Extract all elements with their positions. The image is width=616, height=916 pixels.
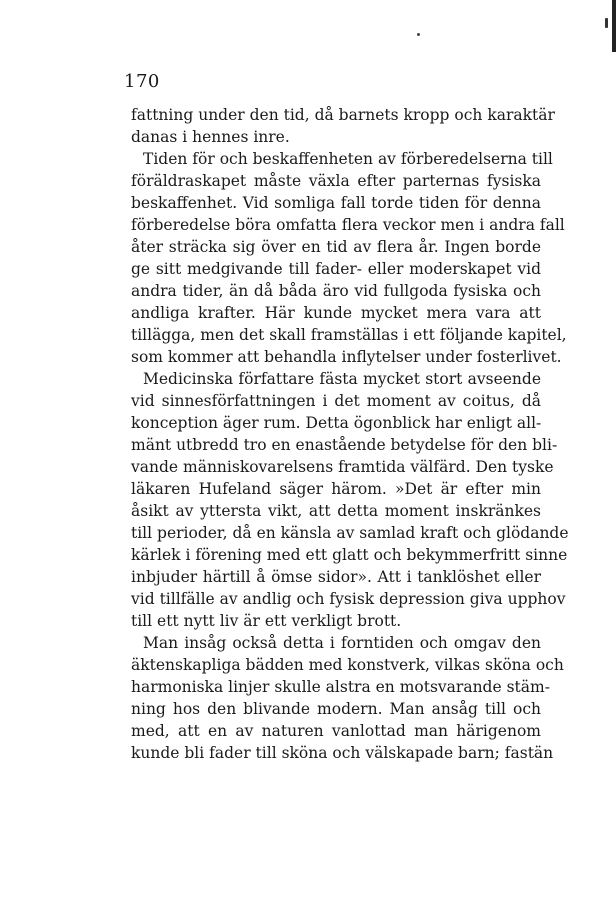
text-line: tillägga, men det skall framställas i ett följande kapitel,	[131, 326, 567, 344]
page-edge-mark	[612, 0, 616, 52]
text-line: vid sinnesförfattningen i det moment av coitus, då	[131, 392, 541, 410]
text-line: som kommer att behandla inflytelser under fosterlivet.	[131, 348, 562, 366]
text-line: till perioder, då en känsla av samlad kraft och glödande	[131, 524, 569, 542]
body-text	[131, 104, 569, 764]
text-line: vande människovarelsens framtida välfärd. Den tyske	[131, 458, 554, 476]
text-line: vid tillfälle av andlig och fysisk depression giva upphov	[131, 590, 566, 608]
text-line: fattning under den tid, då barnets kropp och karaktär	[131, 106, 555, 124]
text-line: med, att en av naturen vanlottad man härigenom	[131, 722, 541, 740]
text-line: Tiden för och beskaffenheten av förberedelserna till	[143, 150, 553, 168]
text-line: ning hos den blivande modern. Man ansåg till och	[131, 700, 541, 718]
text-line: danas i hennes inre.	[131, 128, 290, 146]
text-line: läkaren Hufeland säger härom. »Det är efter min	[131, 480, 541, 498]
text-line: mänt utbredd tro en enastående betydelse för den bli-	[131, 436, 558, 454]
text-line: ge sitt medgivande till fader- eller moderskapet vid	[131, 260, 541, 278]
text-line: äktenskapliga bädden med konstverk, vilkas sköna och	[131, 656, 564, 674]
text-line: Medicinska författare fästa mycket stort avseende	[143, 370, 541, 388]
text-line: konception äger rum. Detta ögonblick har enligt all-	[131, 414, 542, 432]
text-line: till ett nytt liv är ett verkligt brott.	[131, 612, 402, 630]
text-line: åsikt av yttersta vikt, att detta moment inskränkes	[131, 502, 541, 520]
text-line: andliga krafter. Här kunde mycket mera vara att	[131, 304, 541, 322]
text-line: föräldraskapet måste växla efter parternas fysiska	[131, 172, 541, 190]
text-line: åter sträcka sig över en tid av flera år. Ingen borde	[131, 238, 541, 256]
text-line: kunde bli fader till sköna och välskapade barn; fastän	[131, 744, 554, 762]
text-line: beskaffenhet. Vid somliga fall torde tiden för denna	[131, 194, 541, 212]
text-line: förberedelse böra omfatta flera veckor men i andra fall	[131, 216, 565, 234]
text-line: inbjuder härtill å ömse sidor». Att i tanklöshet eller	[131, 568, 541, 586]
text-line: kärlek i förening med ett glatt och bekymmerfritt sinne	[131, 546, 568, 564]
text-line: Man insåg också detta i forntiden och omgav den	[143, 634, 541, 652]
page-number: 170	[124, 71, 160, 92]
text-line: andra tider, än då båda äro vid fullgoda fysiska och	[131, 282, 541, 300]
text-line: harmoniska linjer skulle alstra en motsvarande stäm-	[131, 678, 550, 696]
speck-mark	[417, 33, 420, 36]
page-edge-tick	[605, 18, 608, 28]
